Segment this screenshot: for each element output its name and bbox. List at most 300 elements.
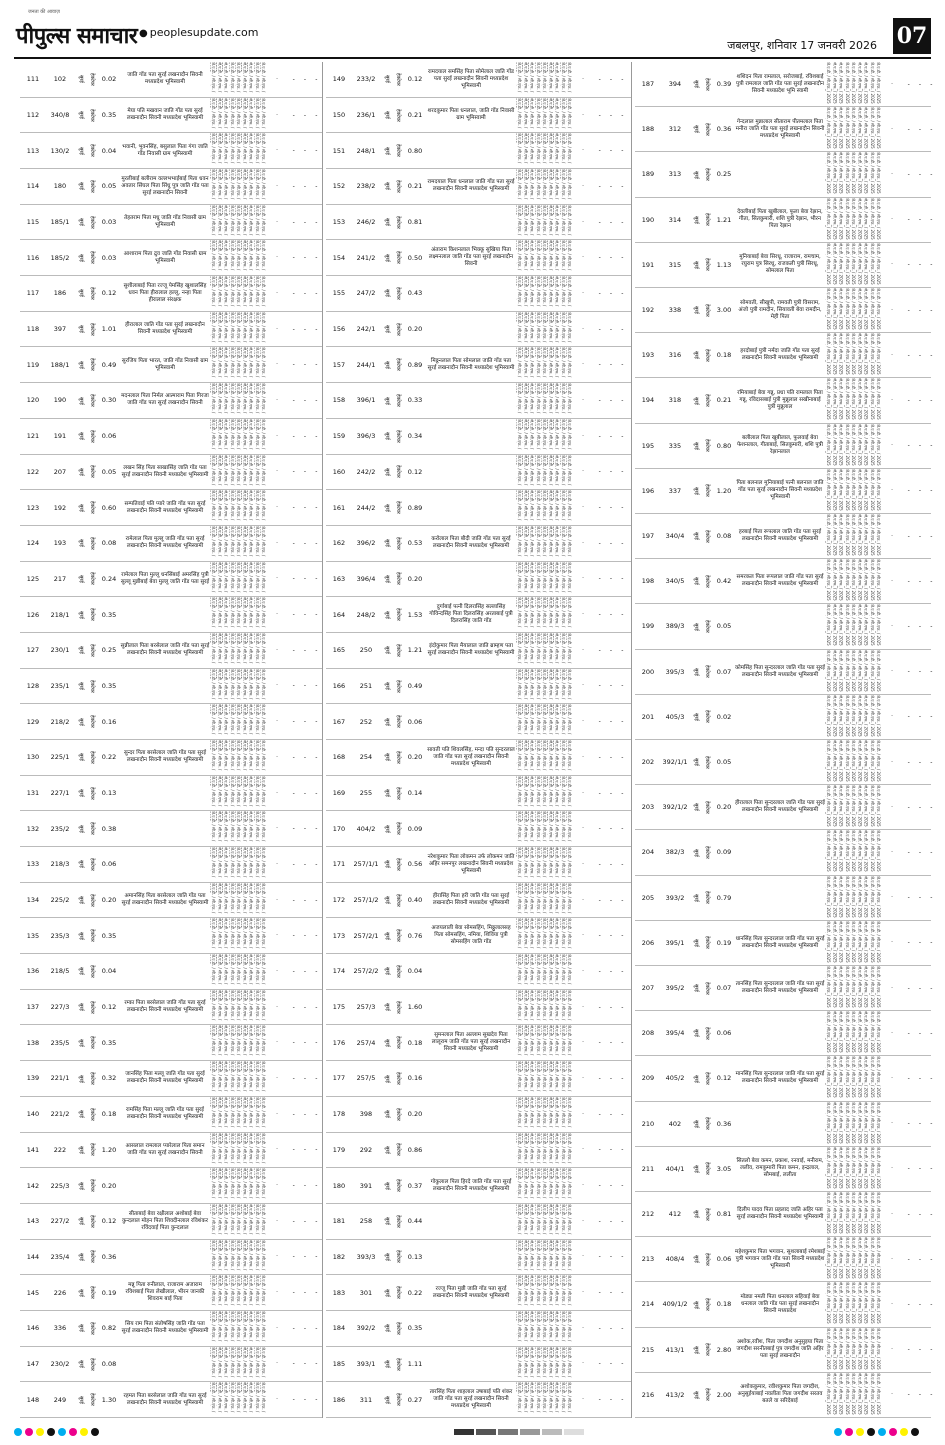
fine-print-text: जे.ए.डी. / सी.एफ. / — [236, 490, 242, 521]
dash: - — [598, 254, 601, 262]
trees-info: - — [276, 505, 278, 511]
dash: - — [918, 442, 922, 450]
fine-print-text: जे.ए.डी. / सी.एफ. / — [223, 740, 229, 771]
unit-label: हेक्टेयर — [704, 800, 710, 814]
fine-print-text: जे.ए.डी. / सी.एफ. / — [248, 1310, 254, 1342]
fine-print-text: जे.ए.डी. / सी.एफ. / 2025 — [863, 514, 869, 556]
fine-print-text: जे.ए.डी. / सी.एफ. / — [217, 811, 223, 842]
dash: - — [621, 896, 624, 904]
remarks — [288, 455, 322, 490]
village-label: सुरई — [78, 1110, 84, 1119]
fine-print-text: जे.ए.डी. / सी.एफ. / 2025 — [851, 152, 857, 195]
fine-print-text: जे.ए.डी. / सी.एफ. / — [560, 276, 566, 307]
remarks — [903, 1102, 937, 1146]
serial-number: 147 — [26, 1359, 40, 1368]
website-link[interactable] — [139, 26, 259, 39]
fine-print-text: जे.ए.डी. / सी.एफ. / — [529, 1346, 535, 1377]
trees-info: - — [582, 362, 584, 368]
owner-details — [426, 1347, 516, 1382]
dash: - — [918, 125, 922, 133]
table-row — [326, 1275, 631, 1311]
dash: - — [598, 860, 601, 868]
fine-print-text: जे.ए.डी. / सी.एफ. / — [236, 775, 242, 806]
owner-details — [426, 490, 516, 525]
fine-print-text: जे.ए.डी. / सी.एफ. / — [223, 1061, 229, 1092]
fine-print-text: जे.ए.डी. / सी.एफ. / — [560, 740, 566, 771]
khasra-number: 221/1 — [50, 1074, 70, 1083]
area-value: 0.35 — [101, 681, 117, 690]
khasra-number: 393/1 — [356, 1359, 376, 1368]
fine-print-text: जे.ए.डी. / सी.एफ. / — [542, 632, 548, 664]
trees-info: - — [276, 183, 278, 189]
area-value: 0.18 — [716, 351, 732, 360]
fine-print-text: जे.ए.डी. / सी.एफ. / 2025 — [869, 740, 875, 782]
serial-number: 129 — [26, 717, 40, 726]
remarks — [288, 847, 322, 882]
fine-print-text: जे.ए.डी. / सी.एफ. / — [211, 811, 217, 842]
unit-label: हेक्टेयर — [395, 1250, 401, 1264]
dash: - — [609, 789, 613, 797]
fine-print-text: जे.ए.डी. / सी.एफ. / — [535, 775, 541, 806]
fine-print-text: जे.ए.डी. / सी.एफ. / 2025 — [857, 288, 863, 330]
fine-print-text: जे.ए.डी. / सी.एफ. / — [535, 525, 541, 557]
fine-print-text: जे.ए.डी. / सी.एफ. / — [217, 1132, 223, 1163]
remarks — [594, 1168, 628, 1203]
fine-print-text: जे.ए.डी. / सी.एफ. / — [529, 1096, 535, 1128]
unit-label: हेक्टेयर — [704, 665, 710, 679]
dash: - — [907, 984, 910, 992]
owner-details: अशोककुमार, रवीशकुमार पिता जगदीश, अनुसुईयाबाई नवलीता पिता जगदीश सरतव बतले वा सरिदेबाई — [737, 1384, 823, 1405]
fine-print-text: जे.ए.डी. / सी.एफ. / — [535, 133, 541, 164]
village-label: सुरई — [384, 75, 390, 84]
fine-print-text: जे.ए.डी. / सी.एफ. / — [248, 632, 254, 664]
fine-print-text: जे.ए.डी. / सी.एफ. / — [529, 240, 535, 271]
fine-print-text: जे.ए.डी. / सी.एफ. / — [260, 1061, 266, 1092]
fine-print-text: जे.ए.डी. / सी.एफ. / — [242, 525, 248, 557]
dash: - — [930, 622, 933, 630]
fine-print-text: जे.ए.डी. / सी.एफ. / — [517, 1310, 523, 1342]
fine-print-text: जे.ए.डी. / सी.एफ. / 2025 — [838, 1372, 844, 1415]
fine-print-text: जे.ए.डी. / सी.एफ. / 2025 — [851, 1327, 857, 1370]
fine-print-text: जे.ए.डी. / सी.एफ. / 2025 — [857, 197, 863, 240]
table-row — [635, 1237, 931, 1282]
village-label: सुरई — [384, 1074, 390, 1083]
unit-label: हेक्टेयर — [395, 679, 401, 693]
fine-print-columns — [516, 1133, 572, 1168]
fine-print-text: जे.ए.डी. / सी.एफ. / — [523, 133, 529, 164]
serial-number: 208 — [641, 1029, 655, 1038]
remarks — [594, 62, 628, 97]
dash: - — [292, 1110, 295, 1118]
fine-print-text: जे.ए.डी. / सी.एफ. / 2025 — [838, 875, 844, 918]
dash: - — [621, 1074, 624, 1082]
registration-mark — [14, 1428, 22, 1436]
fine-print-text: जे.ए.डी. / सी.एफ. / 2025 — [851, 740, 857, 782]
trees-info: - — [582, 255, 584, 261]
dash: - — [303, 1396, 307, 1404]
owner-details — [426, 455, 516, 490]
fine-print-text: जे.ए.डी. / सी.एफ. / 2025 — [826, 966, 832, 1008]
fine-print-text: जे.ए.डी. / सी.एफ. / — [223, 383, 229, 414]
registration-mark — [900, 1428, 908, 1436]
remarks — [594, 98, 628, 133]
fine-print-text: जे.ए.डी. / सी.एफ. / — [529, 347, 535, 378]
fine-print-text: जे.ए.डी. / सी.एफ. / — [223, 1275, 229, 1306]
dash: - — [292, 682, 295, 690]
unit-label: हेक्टेयर — [395, 179, 401, 193]
fine-print-columns — [516, 562, 572, 597]
fine-print-text: जे.ए.डी. / सी.एफ. / — [211, 1061, 217, 1092]
fine-print-columns — [825, 1056, 881, 1100]
area-value: 0.20 — [716, 803, 732, 812]
trees-info: - — [276, 255, 278, 261]
fine-print-columns — [825, 62, 881, 106]
unit-label: हेक्टेयर — [395, 287, 401, 300]
owner-details: शशिदन पिता रामलाल, सरोजबाई, रविशबाई पुत्री रामलाल जाति गोंड पता सुरई लखनादौन सिवनी मध्यप्रदेश भूमि स्वामी — [736, 73, 824, 94]
fine-print-text: जे.ए.डी. / सी.एफ. / — [529, 954, 535, 985]
fine-print-text: जे.ए.डी. / सी.एफ. / — [229, 740, 235, 771]
dash: - — [609, 539, 613, 547]
fine-print-text: जे.ए.डी. / सी.एफ. / — [242, 490, 248, 521]
owner-details: इंदोकुमार पिता मैयालाल जाति ब्राम्हण पता सुरई लखनादौन सिवनी मध्यप्रदेश भूमिस्वामी — [427, 643, 515, 657]
fine-print-text: जे.ए.डी. / सी.एफ. / — [542, 204, 548, 235]
dash: - — [930, 1391, 933, 1399]
fine-print-columns — [210, 562, 266, 597]
fine-print-columns — [825, 378, 881, 422]
unit-label: हेक्टेयर — [395, 965, 401, 978]
unit-label: हेक्टेयर — [704, 258, 710, 272]
dash: - — [303, 254, 307, 262]
fine-print-text: जे.ए.डी. / सी.एफ. / 2025 — [863, 378, 869, 421]
remarks — [594, 1311, 628, 1346]
fine-print-text: जे.ए.डी. / सी.एफ. / 2025 — [863, 1101, 869, 1144]
khasra-number: 396/3 — [356, 432, 376, 441]
fine-print-text: जे.ए.डी. / सी.एफ. / 2025 — [844, 559, 850, 601]
table-row — [20, 1168, 322, 1204]
fine-print-columns — [210, 1204, 266, 1239]
serial-number: 119 — [26, 360, 40, 369]
fine-print-columns — [210, 847, 266, 882]
fine-print-columns — [516, 1025, 572, 1060]
fine-print-text: जे.ए.डी. / सी.एफ. / — [554, 311, 560, 343]
fine-print-text: जे.ए.डी. / सी.एफ. / — [229, 918, 235, 949]
print-registration-bar — [14, 1428, 931, 1438]
dash: - — [930, 848, 933, 856]
dash: - — [918, 713, 922, 721]
owner-details — [426, 276, 516, 311]
dash: - — [303, 1360, 307, 1368]
fine-print-text: जे.ए.डी. / सी.एफ. / — [548, 597, 554, 628]
fine-print-text: जे.ए.डी. / सी.एफ. / — [548, 62, 554, 93]
fine-print-columns — [516, 455, 572, 490]
fine-print-text: जे.ए.डी. / सी.एफ. / — [560, 918, 566, 949]
fine-print-text: जे.ए.डी. / सी.एफ. / — [523, 668, 529, 699]
fine-print-text: जे.ए.डी. / सी.एफ. / 2025 — [832, 966, 838, 1008]
remarks — [288, 1061, 322, 1096]
owner-details — [426, 133, 516, 168]
dash: - — [598, 1039, 601, 1047]
unit-label: हेक्टेयर — [704, 1298, 710, 1311]
table-row — [326, 1347, 631, 1383]
serial-number: 112 — [26, 111, 40, 119]
fine-print-text: जे.ए.डी. / सी.एफ. / 2025 — [838, 152, 844, 195]
village-label: सुरई — [78, 111, 84, 119]
fine-print-text: जे.ए.डी. / सी.एफ. / — [229, 1275, 235, 1306]
trees-info: - — [276, 1397, 278, 1403]
fine-print-text: जे.ए.डी. / सी.एफ. / 2025 — [857, 468, 863, 511]
fine-print-text: जे.ए.डी. / सी.एफ. / 2025 — [863, 152, 869, 195]
unit-label: हेक्टेयर — [395, 108, 401, 122]
unit-label: हेक्टेयर — [395, 608, 401, 622]
dash: - — [303, 682, 307, 690]
fine-print-text: जे.ए.डी. / सी.एफ. / — [548, 97, 554, 128]
fine-print-text: जे.ए.डी. / सी.एफ. / — [535, 1025, 541, 1056]
fine-print-text: जे.ए.डी. / सी.एफ. / — [260, 383, 266, 414]
fine-print-text: जे.ए.डी. / सी.एफ. / — [260, 525, 266, 557]
fine-print-text: जे.ए.डी. / सी.एफ. / — [535, 1168, 541, 1199]
fine-print-text: जे.ए.डी. / सी.एफ. / — [523, 1025, 529, 1056]
dash: - — [303, 718, 307, 726]
fine-print-text: जे.ए.डी. / सी.एफ. / 2025 — [832, 62, 838, 104]
dash: - — [609, 860, 613, 868]
serial-number: 190 — [641, 215, 655, 224]
serial-number: 136 — [26, 967, 40, 976]
owner-details: जानसिंह पिता मल्लू जाति गोंड पता सुरई लखनादौन सिवनी मध्यप्रदेश भूमिस्वामी — [125, 1071, 205, 1085]
serial-number: 140 — [26, 1110, 40, 1119]
table-row — [20, 883, 322, 919]
fine-print-text: जे.ए.डी. / सी.एफ. / — [223, 1203, 229, 1235]
fine-print-text: जे.ए.डी. / सी.एफ. / 2025 — [869, 785, 875, 827]
fine-print-text: जे.ए.डी. / सी.एफ. / — [217, 775, 223, 806]
area-value: 0.12 — [101, 1217, 117, 1226]
unit-label: हेक्टेयर — [89, 572, 95, 586]
fine-print-columns — [210, 740, 266, 775]
serial-number: 201 — [641, 712, 655, 721]
fine-print-text: जे.ए.डी. / सी.एफ. / 2025 — [863, 242, 869, 285]
dash: - — [303, 1289, 307, 1297]
table-row — [326, 811, 631, 847]
fine-print-text: जे.ए.डी. / सी.एफ. / 2025 — [875, 1146, 881, 1189]
fine-print-text: जे.ए.डी. / सी.एफ. / — [548, 418, 554, 450]
fine-print-text: जे.ए.डी. / सी.एफ. / — [236, 276, 242, 307]
fine-print-text: जे.ए.डी. / सी.एफ. / — [260, 1203, 266, 1235]
table-row — [326, 633, 631, 669]
fine-print-text: जे.ए.डी. / सी.एफ. / 2025 — [869, 1192, 875, 1234]
fine-print-text: जे.ए.डी. / सी.एफ. / — [554, 240, 560, 271]
dash: - — [918, 894, 922, 902]
fine-print-text: जे.ए.डी. / सी.एफ. / — [242, 1382, 248, 1413]
fine-print-text: जे.ए.डी. / सी.एफ. / — [254, 1310, 260, 1342]
fine-print-text: जे.ए.डी. / सी.एफ. / — [529, 525, 535, 557]
unit-label: हेक्टेयर — [89, 786, 95, 800]
trees-info: - — [276, 1254, 278, 1260]
area-value: 0.07 — [716, 984, 732, 993]
fine-print-text: जे.ए.डी. / सी.एफ. / 2025 — [869, 604, 875, 647]
fine-print-text: जे.ए.डी. / सी.एफ. / — [217, 847, 223, 878]
fine-print-columns — [825, 966, 881, 1010]
remarks — [903, 378, 937, 422]
dash: - — [292, 789, 295, 797]
fine-print-text: जे.ए.डी. / सी.एफ. / — [236, 418, 242, 450]
fine-print-text: जे.ए.डी. / सी.एफ. / — [542, 490, 548, 521]
owner-details — [735, 830, 825, 874]
table-row — [635, 695, 931, 740]
fine-print-text: जे.ए.डी. / सी.एफ. / — [542, 62, 548, 93]
fine-print-text: जे.ए.डी. / सी.एफ. / — [254, 1239, 260, 1270]
fine-print-text: जे.ए.डी. / सी.एफ. / 2025 — [863, 1011, 869, 1053]
area-value: 0.12 — [407, 75, 423, 84]
fine-print-text: जे.ए.डी. / सी.एफ. / 2025 — [832, 197, 838, 240]
khasra-number: 238/2 — [356, 182, 376, 191]
trees-info: - — [582, 290, 584, 296]
fine-print-text: जे.ए.डी. / सी.एफ. / — [535, 1382, 541, 1413]
fine-print-text: जे.ए.डी. / सी.एफ. / — [217, 1061, 223, 1092]
fine-print-text: जे.ए.डी. / सी.एफ. / — [548, 311, 554, 343]
dash: - — [303, 789, 307, 797]
fine-print-text: जे.ए.डी. / सी.एफ. / — [560, 1061, 566, 1092]
area-value: 0.44 — [407, 1217, 423, 1226]
fine-print-text: जे.ए.डी. / सी.एफ. / — [517, 632, 523, 664]
fine-print-text: जे.ए.डी. / सी.एफ. / — [523, 525, 529, 557]
fine-print-columns — [825, 424, 881, 468]
registration-mark — [69, 1428, 77, 1436]
fine-print-text: जे.ए.डी. / सी.एफ. / 2025 — [832, 1237, 838, 1279]
fine-print-text: जे.ए.डी. / सी.एफ. / — [560, 1346, 566, 1377]
fine-print-text: जे.ए.डी. / सी.एफ. / — [260, 1275, 266, 1306]
dash: - — [930, 1120, 933, 1128]
table-row — [20, 1061, 322, 1097]
fine-print-text: जे.ए.डी. / सी.एफ. / — [529, 1239, 535, 1270]
fine-print-text: जे.ए.डी. / सी.एफ. / 2025 — [838, 1101, 844, 1144]
unit-label: हेक्टेयर — [704, 529, 710, 543]
fine-print-text: जे.ए.डी. / सी.एफ. / — [211, 668, 217, 699]
remarks — [288, 526, 322, 561]
trees-info: - — [582, 719, 584, 725]
dash: - — [303, 611, 307, 619]
remarks — [594, 990, 628, 1025]
khasra-number: 391 — [359, 1181, 373, 1190]
village-label: सुरई — [693, 1074, 699, 1083]
fine-print-text: जे.ए.डी. / सी.एफ. / 2025 — [844, 514, 850, 556]
unit-label: हेक्टेयर — [89, 1000, 95, 1014]
fine-print-text: जे.ए.डी. / सी.एफ. / — [217, 169, 223, 200]
fine-print-text: जे.ए.डी. / सी.एफ. / 2025 — [863, 694, 869, 737]
khasra-number: 313 — [668, 170, 682, 179]
fine-print-text: जे.ए.डी. / सी.एफ. / — [542, 169, 548, 200]
fine-print-text: जे.ए.डी. / सी.एफ. / 2025 — [838, 559, 844, 601]
fine-print-text: जे.ए.डी. / सी.एफ. / — [236, 1239, 242, 1270]
dash: - — [907, 1165, 910, 1173]
fine-print-text: जे.ए.डी. / सी.एफ. / — [254, 1346, 260, 1377]
fine-print-text: जे.ए.डी. / सी.एफ. / — [517, 561, 523, 592]
dash: - — [930, 1255, 933, 1263]
fine-print-columns — [516, 1347, 572, 1382]
trees-info: - — [582, 968, 584, 974]
fine-print-text: जे.ए.डी. / सी.एफ. / — [217, 133, 223, 164]
village-label: सुरई — [693, 712, 699, 721]
fine-print-columns — [516, 1168, 572, 1203]
khasra-number: 311 — [359, 1395, 373, 1404]
dash: - — [930, 1210, 933, 1218]
fine-print-text: जे.ए.डी. / सी.एफ. / — [236, 62, 242, 93]
table-row — [20, 1347, 322, 1383]
dash: - — [598, 611, 601, 619]
dash: - — [609, 1360, 613, 1368]
fine-print-text: जे.ए.डी. / सी.एफ. / 2025 — [851, 649, 857, 692]
fine-print-text: जे.ए.डी. / सी.एफ. / — [529, 882, 535, 913]
fine-print-text: जे.ए.डी. / सी.एफ. / — [211, 775, 217, 806]
page-number: 07 — [893, 18, 931, 54]
fine-print-text: जे.ए.डी. / सी.एफ. / 2025 — [838, 378, 844, 421]
dash: - — [907, 939, 910, 947]
fine-print-text: जे.ए.डी. / सी.एफ. / 2025 — [851, 1101, 857, 1144]
owner-details: करोलाल पिता बौदी जाति गोंड पता सुरई लखनादौन सिवनी मध्यप्रदेश भूमिस्वामी — [431, 536, 511, 550]
fine-print-text: जे.ए.डी. / सी.एफ. / 2025 — [851, 1056, 857, 1099]
area-value: 0.05 — [716, 622, 732, 631]
remarks — [288, 1311, 322, 1346]
table-row — [20, 133, 322, 169]
fine-print-text: जे.ए.डी. / सी.एफ. / 2025 — [844, 197, 850, 240]
fine-print-text: जे.ए.डी. / सी.एफ. / — [548, 169, 554, 200]
village-label: सुरई — [78, 574, 84, 583]
globe-icon: ● — [139, 28, 148, 39]
fine-print-text: जे.ए.डी. / सी.एफ. / 2025 — [838, 468, 844, 511]
table-row — [635, 107, 931, 152]
fine-print-text: जे.ए.डी. / सी.एफ. / — [260, 347, 266, 378]
table-row — [326, 133, 631, 169]
khasra-number: 244/1 — [356, 360, 376, 369]
fine-print-text: जे.ए.डी. / सी.एफ. / — [542, 847, 548, 878]
dash: - — [907, 848, 910, 856]
fine-print-text: जे.ए.डी. / सी.एफ. / 2025 — [857, 423, 863, 466]
dash: - — [315, 539, 318, 547]
village-label: सुरई — [78, 1252, 84, 1261]
trees-info: - — [582, 112, 584, 118]
fine-print-text: जे.ए.डी. / सी.एफ. / — [211, 918, 217, 949]
unit-label: हेक्टेयर — [89, 1107, 95, 1121]
fine-print-text: जे.ए.डी. / सी.एफ. / 2025 — [869, 152, 875, 195]
fine-print-text: जे.ए.डी. / सी.एफ. / — [223, 133, 229, 164]
owner-details: दुर्गाबाई पत्नी दिलरासिंह सल्लासिंह गोविन्दसिंह पिता दिलरासिंह अरताबाई पुत्री दिलरासिंह जाति गोंड — [429, 604, 513, 625]
trees-info: - — [582, 1004, 584, 1010]
village-label: सुरई — [693, 486, 699, 495]
fine-print-columns — [825, 830, 881, 874]
khasra-number: 249 — [53, 1395, 67, 1404]
table-row — [326, 883, 631, 919]
khasra-number: 413/2 — [665, 1390, 685, 1399]
dash: - — [598, 1253, 601, 1261]
remarks — [594, 811, 628, 846]
owner-details — [426, 811, 516, 846]
remarks — [288, 669, 322, 704]
fine-print-text: जे.ए.डी. / सी.एफ. / — [242, 1132, 248, 1163]
dash: - — [292, 611, 295, 619]
fine-print-text: जे.ए.डी. / सी.एफ. / — [517, 668, 523, 699]
dash: - — [598, 147, 601, 155]
table-row — [635, 243, 931, 288]
fine-print-columns — [825, 288, 881, 332]
fine-print-text: जे.ए.डी. / सी.एफ. / — [529, 1132, 535, 1163]
unit-label: हेक्टेयर — [395, 893, 401, 907]
remarks — [288, 1275, 322, 1310]
table-row — [20, 419, 322, 455]
remarks — [903, 650, 937, 694]
village-label: सुरई — [78, 1145, 84, 1154]
dash: - — [918, 668, 922, 676]
dash: - — [930, 894, 933, 902]
fine-print-columns — [825, 1373, 881, 1417]
serial-number: 186 — [332, 1395, 346, 1404]
